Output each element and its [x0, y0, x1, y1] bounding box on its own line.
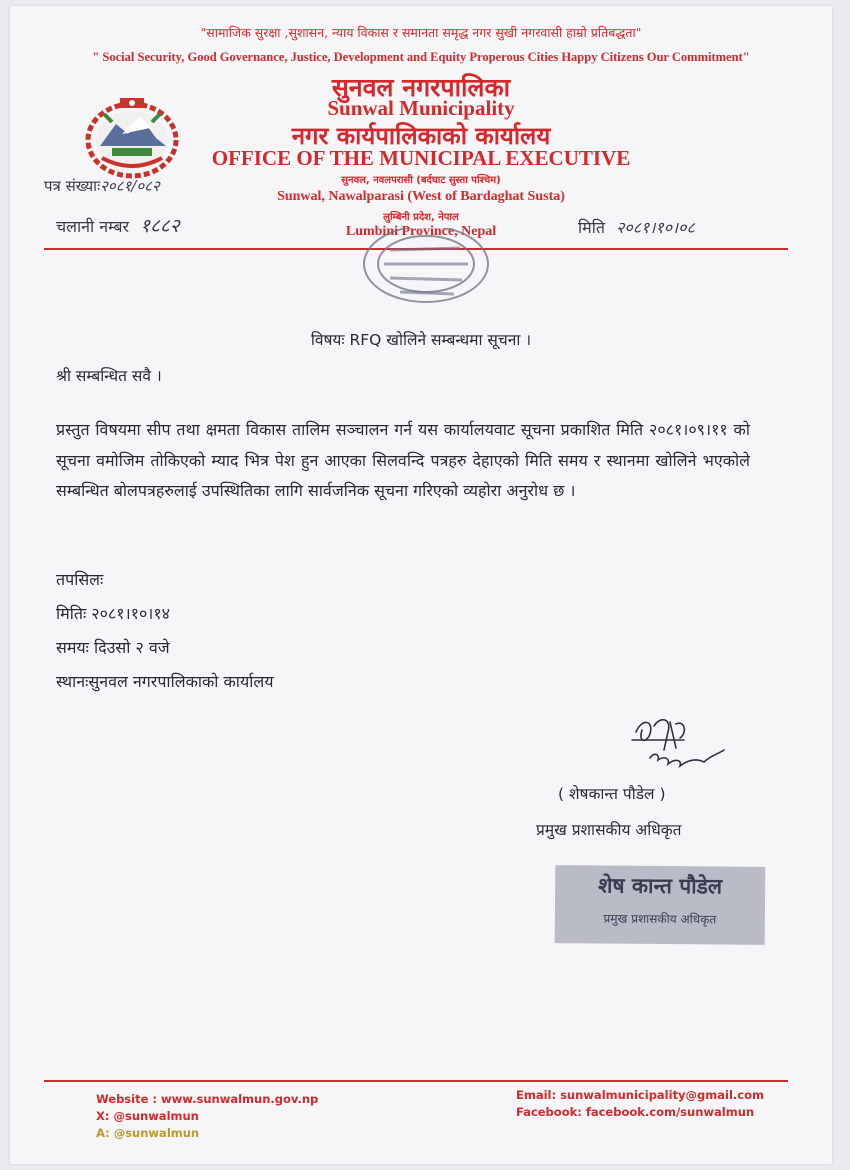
footer-x-handle: X: @sunwalmun [96, 1109, 199, 1123]
letter-date-label: मिति [578, 218, 605, 237]
motto-english: " Social Security, Good Governance, Justice, Development and Equity Properous Cities Happy Citizens Our Commitment" [92, 50, 750, 64]
dispatch-number-value: १८८२ [140, 215, 180, 237]
letter-number-label: पत्र संख्याः [44, 177, 101, 195]
letter-subject: विषयः RFQ खोलिने सम्बन्धमा सूचना । [310, 331, 532, 349]
name-stamp [555, 865, 766, 945]
office-seal-stamp [350, 228, 496, 308]
footer-website: Website : www.sunwalmun.gov.np [96, 1092, 319, 1106]
letter-number [44, 176, 160, 196]
details-label: तपसिलः [56, 570, 104, 589]
letter-date [578, 216, 695, 238]
letter-salutation: श्री सम्बन्धित सवै । [56, 367, 162, 385]
footer-facebook: Facebook: facebook.com/sunwalmun [516, 1105, 755, 1119]
opening-date: मितिः २०८१।१०।१४ [56, 604, 170, 623]
office-name-english: OFFICE OF THE MUNICIPAL EXECUTIVE [211, 146, 631, 170]
address-nepali: सुनवल, नवलपरासी (बर्दघाट सुस्ता पश्चिम) [341, 175, 501, 186]
municipality-name-english: Sunwal Municipality [327, 96, 515, 120]
municipality-name-nepali: सुनवल नगरपालिका [331, 73, 511, 102]
province-english: Lumbini Province, Nepal [345, 224, 497, 239]
name-stamp-name: शेष कान्त पौडेल [598, 873, 723, 899]
letter-number-value: २०८१/०८२ [100, 177, 160, 195]
signatory-title: प्रमुख प्रशासकीय अधिकृत [536, 821, 682, 839]
letter-page [10, 6, 832, 1164]
dispatch-number-label: चलानी नम्बर [56, 217, 130, 236]
handwritten-signature [624, 712, 734, 776]
letter-body: प्रस्तुत विषयमा सीप तथा क्षमता विकास तालिम सञ्चालन गर्न यस कार्यालयवाट सूचना प्रकाशित मिति २०८१।०९।११ को सूचना वमोजिम तोकिएको म्याद भित्र पेश हुन आएका सिलवन्दि पत्रहरु देहाएको मिति समय र स्थानमा खोलिने भएकोले सम्बन्धित बोलपत्रहरुलाई उपस्थितिका लागि सार्वजनिक सूचना गरिएको व्यहोरा अनुरोध छ । [56, 420, 750, 500]
signatory-name: ( शेषकान्त पौडेल ) [558, 785, 666, 803]
opening-place: स्थानःसुनवल नगरपालिकाको कार्यालय [56, 672, 274, 691]
name-stamp-title: प्रमुख प्रशासकीय अधिकृत [603, 911, 717, 927]
address-english: Sunwal, Nawalparasi (West of Bardaghat Susta) [277, 189, 565, 204]
dispatch-number [56, 212, 180, 238]
letter-date-value: २०८१।१०।०८ [616, 218, 695, 237]
opening-time: समयः दिउसो २ वजे [56, 638, 170, 657]
footer-divider [44, 1080, 788, 1082]
footer-email: Email: sunwalmunicipality@gmail.com [516, 1088, 764, 1102]
province-nepali: लुम्बिनी प्रदेश, नेपाल [383, 212, 459, 223]
footer-a-handle: A: @sunwalmun [96, 1126, 200, 1140]
motto-nepali: "सामाजिक सुरक्षा ,सुशासन, न्याय विकास र समानता समृद्ध नगर सुखी नगरवासी हाम्रो प्रतिबद्धता" [200, 25, 642, 40]
office-name-nepali: नगर कार्यपालिकाको कार्यालय [291, 122, 551, 150]
